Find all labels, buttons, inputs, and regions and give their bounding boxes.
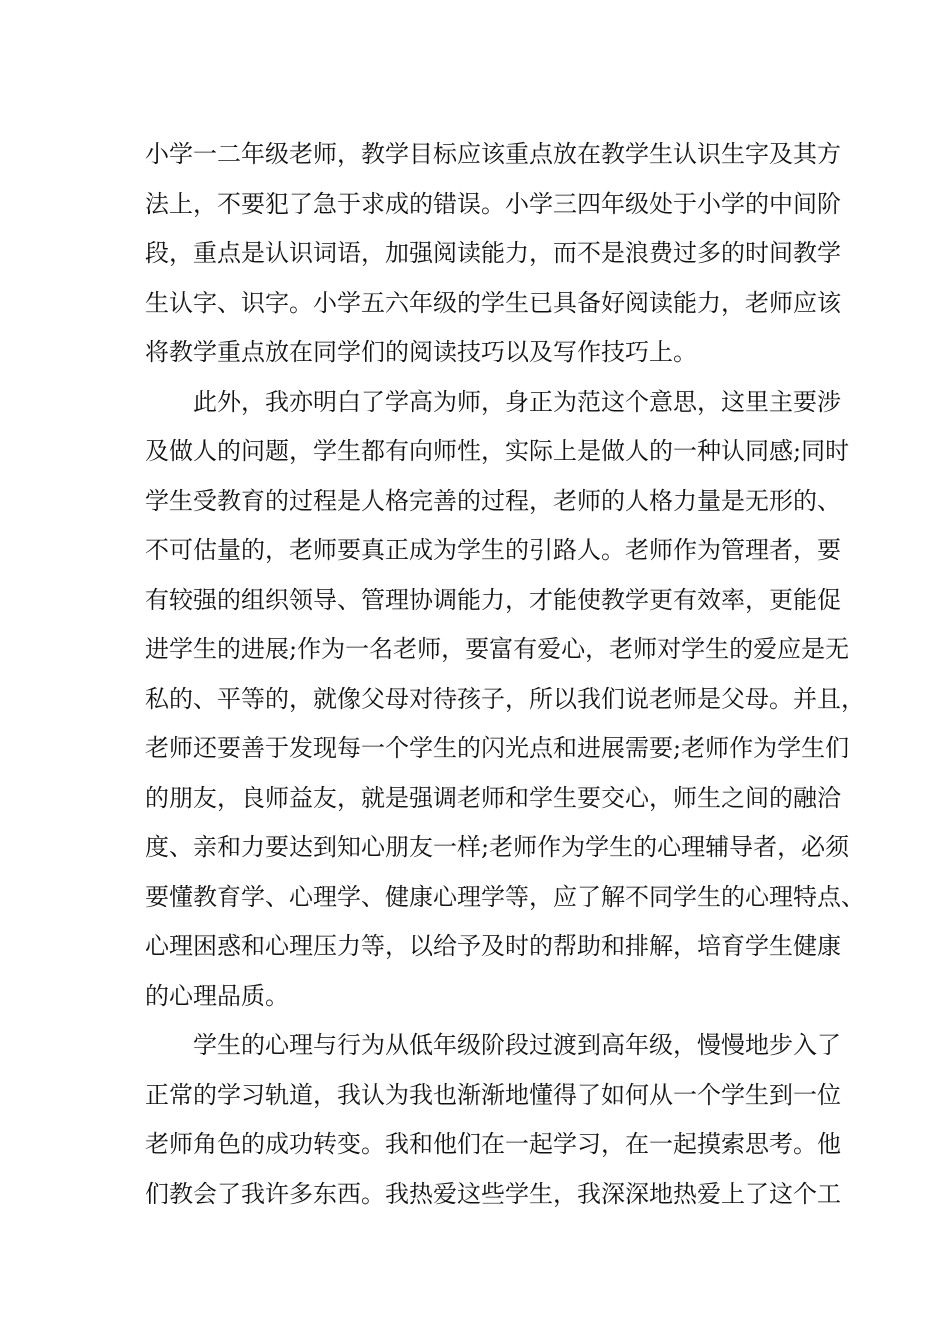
text-line: 此外，我亦明白了学高为师，身正为范这个意思，这里主要涉 xyxy=(193,387,841,416)
paragraph-3 xyxy=(145,1021,841,1219)
text-line: 们教会了我许多东西。我热爱这些学生，我深深地热爱上了这个工 xyxy=(145,1179,841,1208)
text-line: 正常的学习轨道，我认为我也渐渐地懂得了如何从一个学生到一位 xyxy=(145,1080,841,1109)
text-line: 将教学重点放在同学们的阅读技巧以及写作技巧上。 xyxy=(145,338,697,366)
text-line: 及做人的问题，学生都有向师性，实际上是做人的一种认同感;同时 xyxy=(145,437,850,465)
text-line: 学生受教育的过程是人格完善的过程，老师的人格力量是无形的、 xyxy=(145,486,841,515)
text-line: 私的、平等的，就像父母对待孩子，所以我们说老师是父母。并且， xyxy=(145,684,865,713)
body-text xyxy=(145,130,865,1219)
text-line: 法上，不要犯了急于求成的错误。小学三四年级处于小学的中间阶 xyxy=(145,189,841,218)
text-line: 不可估量的，老师要真正成为学生的引路人。老师作为管理者，要 xyxy=(145,536,841,564)
text-line: 老师还要善于发现每一个学生的闪光点和进展需要;老师作为学生们 xyxy=(145,734,850,762)
text-line: 心理困惑和心理压力等，以给予及时的帮助和排解，培育学生健康 xyxy=(145,932,841,960)
paragraph-1 xyxy=(145,130,841,378)
paragraph-2 xyxy=(145,378,865,1022)
text-line: 的心理品质。 xyxy=(145,981,289,1010)
text-line: 要懂教育学、心理学、健康心理学等，应了解不同学生的心理特点、 xyxy=(145,882,865,911)
text-line: 有较强的组织领导、管理协调能力，才能使教学更有效率，更能促 xyxy=(145,585,841,614)
text-line: 度、亲和力要达到知心朋友一样;老师作为学生的心理辅导者，必须 xyxy=(145,833,850,861)
text-line: 小学一二年级老师，教学目标应该重点放在教学生认识生字及其方 xyxy=(145,140,841,168)
text-line: 老师角色的成功转变。我和他们在一起学习，在一起摸索思考。他 xyxy=(145,1130,841,1158)
text-line: 的朋友，良师益友，就是强调老师和学生要交心，师生之间的融洽 xyxy=(145,783,841,812)
text-line: 学生的心理与行为从低年级阶段过渡到高年级，慢慢地步入了 xyxy=(193,1031,841,1059)
text-line: 生认字、识字。小学五六年级的学生已具备好阅读能力，老师应该 xyxy=(145,288,841,317)
text-line: 段，重点是认识词语，加强阅读能力，而不是浪费过多的时间教学 xyxy=(145,239,841,267)
text-line: 进学生的进展;作为一名老师，要富有爱心，老师对学生的爱应是无 xyxy=(145,635,850,663)
